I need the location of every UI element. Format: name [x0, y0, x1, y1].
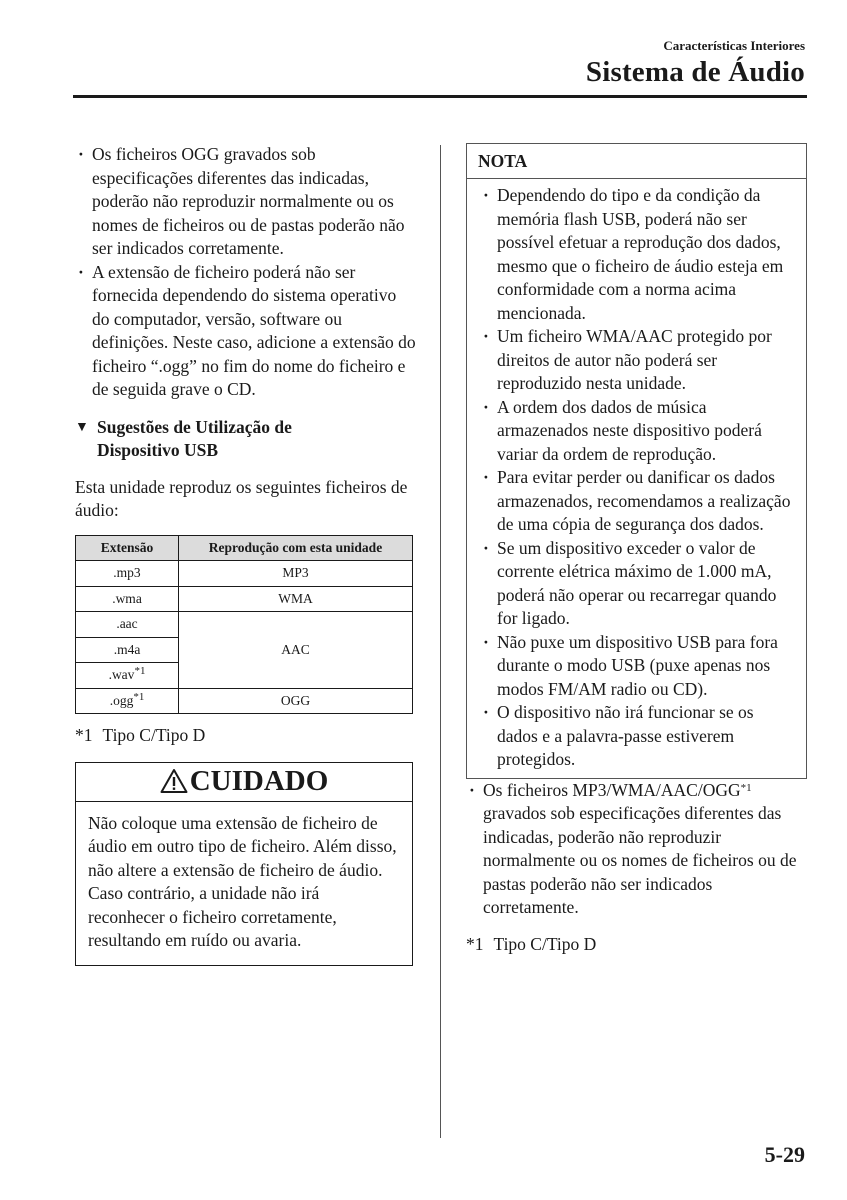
- table-row: [76, 561, 413, 587]
- column-header-playback: Reprodução com esta unidade: [179, 535, 413, 561]
- note-body: [467, 179, 806, 778]
- note-bullet-list: [480, 184, 798, 772]
- right-column: [466, 143, 807, 956]
- subheading-text: [97, 416, 292, 463]
- table-row: [76, 586, 413, 612]
- subheading-line-1: Sugestões de Utilização de: [97, 416, 292, 437]
- page-number: 5-29: [764, 1142, 805, 1167]
- table-row: [76, 612, 413, 638]
- note-item: · Um ficheiro WMA/AAC protegido por direitos de autor não poderá ser reproduzido nesta unidade.: [480, 325, 798, 396]
- playback-cell: AAC: [179, 612, 413, 689]
- audio-format-table: [75, 535, 413, 715]
- warning-triangle-icon: [160, 768, 188, 794]
- triangle-down-icon: ▼: [75, 419, 89, 435]
- header-rule: [73, 95, 807, 98]
- left-bullet-list: [75, 143, 417, 402]
- extension-cell: .wav$^{*1}$: [76, 663, 179, 689]
- playback-cell: OGG: [179, 688, 413, 714]
- extension-cell: .aac: [76, 612, 179, 638]
- bullet-item: · Os ficheiros OGG gravados sob especificações diferentes das indicadas, poderão não reproduzir normalmente ou os nomes de ficheiros ou de pastas poderão não ser indicados corretamente.: [75, 143, 417, 261]
- footnote-mark: *1: [466, 933, 484, 954]
- note-title: NOTA: [467, 144, 806, 179]
- column-header-extension: Extensão: [76, 535, 179, 561]
- caution-title: CUIDADO: [189, 765, 329, 797]
- note-item: · Não puxe um dispositivo USB para fora durante o modo USB (puxe apenas nos modos FM/AM radio ou CD).: [480, 631, 798, 702]
- extension-cell: .m4a: [76, 637, 179, 663]
- caution-header: [76, 763, 412, 802]
- playback-cell: MP3: [179, 561, 413, 587]
- note-item: · Para evitar perder ou danificar os dados armazenados, recomendamos a realização de uma cópia de segurança dos dados.: [480, 466, 798, 537]
- note-item: · A ordem dos dados de música armazenados neste dispositivo poderá variar da ordem de reprodução.: [480, 396, 798, 467]
- footnote: [75, 724, 417, 748]
- note-item: · O dispositivo não irá funcionar se os dados e a palavra-passe estiverem protegidos.: [480, 701, 798, 772]
- extension-cell: .mp3: [76, 561, 179, 587]
- bullet-item: · A extensão de ficheiro poderá não ser fornecida dependendo do sistema operativo do computador, versão, software ou definições. Neste caso, adicione a extensão do ficheiro “.ogg” no fim do nome do ficheiro e de seguida grave o CD.: [75, 261, 417, 402]
- caution-text: Não coloque uma extensão de ficheiro de áudio em outro tipo de ficheiro. Além disso, não altere a extensão de ficheiro de áudio. Caso contrário, a unidade não irá reconhecer o ficheiro corretamente, resultando em ruído ou avaria.: [88, 812, 397, 950]
- playback-cell: WMA: [179, 586, 413, 612]
- extension-cell: .ogg$^{*1}$: [76, 688, 179, 714]
- footnote: [466, 933, 807, 957]
- note-item: · Se um dispositivo exceder o valor de corrente elétrica máximo de 1.000 mA, poderá não operar ou recarregar quando for ligado.: [480, 537, 798, 631]
- footnote-ref: *1: [134, 665, 146, 678]
- bullet-item: · Os ficheiros MP3/WMA/AAC/OGG$^{*1}$ gravados sob especificações diferentes das indicadas, poderão não reproduzir normalmente ou os nomes de ficheiros ou de pastas poderão não ser indicados corretamente.: [466, 779, 807, 920]
- caution-box: [75, 762, 413, 966]
- footnote-text: Tipo C/Tipo D: [102, 725, 206, 745]
- footnote-text: Tipo C/Tipo D: [493, 933, 597, 954]
- note-item: · Dependendo do tipo e da condição da memória flash USB, poderá não ser possível efetuar a reprodução dos dados, mesmo que o ficheiro de áudio esteja em conformidade com a norma acima mencionada.: [480, 184, 798, 325]
- left-column: [75, 143, 417, 966]
- page-title: Sistema de Áudio: [585, 56, 805, 88]
- subheading-line-2: Dispositivo USB: [97, 440, 219, 460]
- table-header-row: [76, 535, 413, 561]
- table-row: [76, 688, 413, 714]
- footnote-ref: *1: [740, 781, 752, 794]
- footnote-ref: *1: [133, 690, 145, 703]
- section-title: Características Interiores: [663, 38, 805, 53]
- right-bullet-list: [466, 779, 807, 920]
- note-box: [466, 143, 807, 779]
- intro-text: Esta unidade reproduz os seguintes ficheiros de áudio:: [75, 476, 408, 520]
- usb-subheading: [75, 416, 417, 463]
- extension-cell: .wma: [76, 586, 179, 612]
- footnote-mark: *1: [75, 725, 93, 745]
- column-divider: [440, 145, 441, 1138]
